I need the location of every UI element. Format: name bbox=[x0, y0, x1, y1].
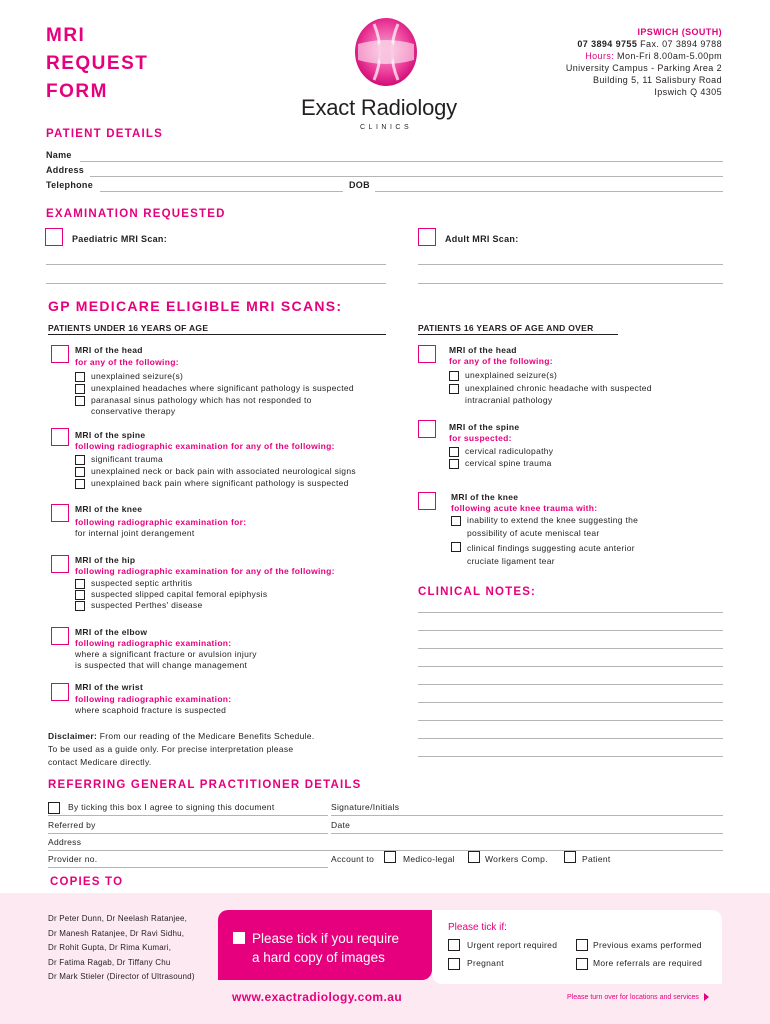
clinic-address-2: Building 5, 11 Salisbury Road bbox=[592, 75, 722, 85]
turn-over-note bbox=[567, 993, 709, 1001]
left-spine-item-2[interactable] bbox=[75, 466, 356, 477]
clinic-hours-label: Hours: bbox=[585, 51, 615, 61]
over16-rule bbox=[418, 334, 618, 335]
right-knee-item-1[interactable] bbox=[451, 515, 638, 526]
item-label: unexplained chronic headache with suspected bbox=[465, 383, 652, 393]
left-wrist-sub: following radiographic examination: bbox=[75, 694, 232, 704]
more-referrals-checkbox[interactable] bbox=[576, 958, 588, 970]
left-wrist-text: where scaphoid fracture is suspected bbox=[75, 705, 227, 715]
clinic-phone-line bbox=[566, 38, 722, 50]
checkbox[interactable] bbox=[75, 579, 85, 589]
checkbox[interactable] bbox=[75, 372, 85, 382]
pregnant-label: Pregnant bbox=[467, 958, 504, 968]
item-label: cervical radiculopathy bbox=[465, 446, 554, 456]
medico-legal-label: Medico-legal bbox=[403, 854, 455, 864]
left-hip-sub: following radiographic examination for any of the following: bbox=[75, 566, 335, 576]
right-head-item-1[interactable] bbox=[449, 370, 557, 381]
left-head-item-3[interactable] bbox=[75, 395, 312, 406]
right-head-sub: for any of the following: bbox=[449, 356, 553, 366]
arrow-right-icon bbox=[704, 993, 709, 1001]
gp-medicare-heading: GP MEDICARE ELIGIBLE MRI SCANS: bbox=[48, 298, 343, 314]
over16-heading: PATIENTS 16 YEARS OF AGE AND OVER bbox=[418, 323, 594, 333]
right-head-title: MRI of the head bbox=[449, 345, 517, 355]
doctor-line-2: Dr Manesh Ratanjee, Dr Ravi Sidhu, bbox=[48, 928, 185, 938]
more-referrals-label: More referrals are required bbox=[593, 958, 703, 968]
left-head-item-3-cont: conservative therapy bbox=[91, 406, 176, 416]
agree-checkbox[interactable] bbox=[48, 802, 60, 814]
agree-rule bbox=[48, 815, 328, 816]
left-elbow-text-2: is suspected that will change management bbox=[75, 660, 248, 670]
right-head-item-2-cont: intracranial pathology bbox=[465, 395, 553, 405]
provider-field[interactable] bbox=[48, 867, 328, 868]
paediatric-checkbox[interactable] bbox=[45, 228, 63, 246]
clinical-notes-line-2[interactable] bbox=[418, 630, 723, 631]
left-hip-checkbox[interactable] bbox=[51, 555, 69, 573]
item-label: unexplained headaches where significant pathology is suspected bbox=[91, 383, 354, 393]
right-knee-title: MRI of the knee bbox=[451, 492, 519, 502]
form-title bbox=[46, 22, 148, 106]
clinical-notes-line-1[interactable] bbox=[418, 612, 723, 613]
clinic-fax: 07 3894 9788 bbox=[662, 39, 722, 49]
left-wrist-title: MRI of the wrist bbox=[75, 682, 144, 692]
left-knee-sub: following radiographic examination for: bbox=[75, 517, 247, 527]
adult-label: Adult MRI Scan: bbox=[445, 234, 519, 244]
left-head-sub: for any of the following: bbox=[75, 357, 179, 367]
medico-legal-checkbox[interactable] bbox=[384, 851, 396, 863]
referred-by-label: Referred by bbox=[48, 820, 96, 830]
date-field[interactable] bbox=[331, 833, 723, 834]
signature-field[interactable] bbox=[331, 815, 723, 816]
under16-rule bbox=[48, 334, 386, 335]
clinical-notes-line-5[interactable] bbox=[418, 684, 723, 685]
form-title-line-2: REQUEST bbox=[46, 53, 149, 74]
copies-heading: COPIES TO bbox=[50, 876, 124, 888]
disclaimer bbox=[48, 730, 315, 769]
checkbox[interactable] bbox=[75, 601, 85, 611]
adult-field-2[interactable] bbox=[418, 283, 723, 284]
right-spine-title: MRI of the spine bbox=[449, 422, 520, 432]
disclaimer-line-2: To be used as a guide only. For precise interpretation please bbox=[48, 744, 294, 754]
left-head-item-2[interactable] bbox=[75, 383, 354, 394]
pregnant-checkbox[interactable] bbox=[448, 958, 460, 970]
adult-checkbox[interactable] bbox=[418, 228, 436, 246]
disclaimer-text-1: From our reading of the Medicare Benefits Schedule. bbox=[97, 731, 315, 741]
signature-label: Signature/Initials bbox=[331, 802, 400, 812]
item-label: suspected septic arthritis bbox=[91, 578, 193, 588]
clinic-address-1: University Campus - Parking Area 2 bbox=[565, 63, 722, 73]
checkbox[interactable] bbox=[451, 516, 461, 526]
clinical-notes-line-9[interactable] bbox=[418, 756, 723, 757]
adult-field-1[interactable] bbox=[418, 264, 723, 265]
workers-comp-label: Workers Comp. bbox=[485, 854, 548, 864]
clinical-notes-line-4[interactable] bbox=[418, 666, 723, 667]
checkbox[interactable] bbox=[75, 396, 85, 406]
disclaimer-label: Disclaimer: bbox=[48, 731, 98, 741]
left-elbow-title: MRI of the elbow bbox=[75, 627, 148, 637]
right-knee-item-2[interactable] bbox=[451, 541, 635, 554]
urgent-checkbox[interactable] bbox=[448, 939, 460, 951]
checkbox[interactable] bbox=[449, 371, 459, 381]
patient-address-field[interactable] bbox=[90, 176, 723, 177]
patient-account-label: Patient bbox=[582, 854, 611, 864]
agree-label: By ticking this box I agree to signing this document bbox=[68, 802, 275, 812]
left-hip-item-3[interactable] bbox=[75, 600, 203, 611]
clinical-notes-line-6[interactable] bbox=[418, 702, 723, 703]
checkbox[interactable] bbox=[75, 384, 85, 394]
website-link[interactable]: www.exactradiology.com.au bbox=[232, 990, 403, 1004]
left-spine-item-1[interactable] bbox=[75, 454, 163, 465]
clinic-fax-label: Fax. bbox=[637, 39, 663, 49]
previous-exams-label: Previous exams performed bbox=[593, 940, 702, 950]
left-elbow-sub: following radiographic examination: bbox=[75, 638, 232, 648]
patient-name-label: Name bbox=[46, 150, 72, 160]
clinic-hours: Mon-Fri 8.00am-5.00pm bbox=[614, 51, 722, 61]
paediatric-label: Paediatric MRI Scan: bbox=[72, 234, 168, 244]
brand-sub: CLINICS bbox=[360, 124, 413, 131]
item-label: suspected Perthes' disease bbox=[91, 600, 203, 610]
left-hip-title: MRI of the hip bbox=[75, 555, 136, 565]
clinic-address-3: Ipswich Q 4305 bbox=[654, 87, 722, 97]
item-label: clinical findings suggesting acute anterior bbox=[467, 543, 635, 553]
left-spine-title: MRI of the spine bbox=[75, 430, 146, 440]
item-label: unexplained neck or back pain with associated neurological signs bbox=[91, 466, 356, 476]
paediatric-field-2[interactable] bbox=[46, 283, 386, 284]
doctor-line-4: Dr Fatima Ragab, Dr Tiffany Chu bbox=[48, 957, 171, 967]
left-knee-text: for internal joint derangement bbox=[75, 528, 195, 538]
checkbox[interactable] bbox=[451, 542, 461, 552]
provider-label: Provider no. bbox=[48, 854, 98, 864]
item-label: cervical spine trauma bbox=[465, 458, 552, 468]
hardcopy-checkbox[interactable] bbox=[233, 932, 245, 944]
checkbox[interactable] bbox=[75, 455, 85, 465]
checkbox[interactable] bbox=[449, 447, 459, 457]
tick-heading: Please tick if: bbox=[448, 922, 507, 933]
hardcopy-text bbox=[252, 929, 399, 967]
right-head-checkbox[interactable] bbox=[418, 345, 436, 363]
left-spine-checkbox[interactable] bbox=[51, 428, 69, 446]
left-elbow-text-1: where a significant fracture or avulsion injury bbox=[75, 649, 257, 659]
right-knee-checkbox[interactable] bbox=[418, 492, 436, 510]
left-knee-title: MRI of the knee bbox=[75, 504, 143, 514]
checkbox[interactable] bbox=[75, 479, 85, 489]
hardcopy-line-1: Please tick if you require bbox=[252, 931, 400, 946]
left-wrist-checkbox[interactable] bbox=[51, 683, 69, 701]
right-knee-item-2-cont: cruciate ligament tear bbox=[467, 556, 555, 566]
urgent-label: Urgent report required bbox=[467, 940, 558, 950]
left-hip-item-2[interactable] bbox=[75, 589, 267, 600]
examination-heading: EXAMINATION REQUESTED bbox=[46, 208, 226, 220]
gp-address-label: Address bbox=[48, 837, 82, 847]
checkbox[interactable] bbox=[449, 384, 459, 394]
clinical-notes-line-3[interactable] bbox=[418, 648, 723, 649]
right-spine-item-2[interactable] bbox=[449, 458, 552, 469]
under16-heading: PATIENTS UNDER 16 YEARS OF AGE bbox=[48, 323, 209, 333]
clinic-hours-line bbox=[566, 50, 722, 62]
brand-name: Exact Radiology bbox=[301, 95, 457, 120]
workers-comp-checkbox[interactable] bbox=[468, 851, 480, 863]
patient-dob-field[interactable] bbox=[375, 191, 723, 192]
left-head-item-1[interactable] bbox=[75, 371, 183, 382]
account-to-label: Account to bbox=[331, 854, 375, 864]
checkbox[interactable] bbox=[75, 590, 85, 600]
clinical-notes-line-7[interactable] bbox=[418, 720, 723, 721]
checkbox[interactable] bbox=[449, 459, 459, 469]
hardcopy-line-2: a hard copy of images bbox=[252, 950, 385, 965]
form-title-line-3: FORM bbox=[46, 81, 108, 102]
left-hip-item-1[interactable] bbox=[75, 578, 192, 589]
item-label: paranasal sinus pathology which has not responded to bbox=[91, 395, 312, 405]
clinical-notes-line-8[interactable] bbox=[418, 738, 723, 739]
referring-heading: REFERRING GENERAL PRACTITIONER DETAILS bbox=[48, 779, 362, 791]
item-label: inability to extend the knee suggesting the bbox=[467, 515, 639, 525]
disclaimer-line-1 bbox=[48, 730, 315, 743]
item-label: unexplained seizure(s) bbox=[465, 370, 558, 380]
referred-by-field[interactable] bbox=[48, 833, 328, 834]
date-label: Date bbox=[331, 820, 351, 830]
turn-over-text: Please turn over for locations and services bbox=[567, 993, 699, 1001]
left-head-title: MRI of the head bbox=[75, 345, 143, 355]
item-label: suspected slipped capital femoral epiphysis bbox=[91, 589, 268, 599]
doctor-line-3: Dr Rohit Gupta, Dr Rima Kumari, bbox=[48, 943, 172, 952]
patient-dob-label: DOB bbox=[349, 180, 370, 190]
clinical-notes-heading: CLINICAL NOTES: bbox=[418, 586, 537, 598]
patient-details-heading: PATIENT DETAILS bbox=[46, 128, 164, 140]
patient-account-checkbox[interactable] bbox=[564, 851, 576, 863]
clinic-location: IPSWICH (SOUTH) bbox=[637, 27, 722, 37]
patient-name-field[interactable] bbox=[80, 161, 723, 162]
right-spine-sub: for suspected: bbox=[449, 433, 512, 443]
right-knee-sub: following acute knee trauma with: bbox=[451, 503, 598, 513]
form-title-line-1: MRI bbox=[46, 25, 86, 46]
left-spine-sub: following radiographic examination for any of the following: bbox=[75, 441, 335, 451]
previous-exams-checkbox[interactable] bbox=[576, 939, 588, 951]
doctor-list bbox=[48, 912, 195, 985]
right-spine-item-1[interactable] bbox=[449, 446, 553, 457]
doctor-line-1: Dr Peter Dunn, Dr Neelash Ratanjee, bbox=[48, 914, 188, 923]
paediatric-field-1[interactable] bbox=[46, 264, 386, 265]
patient-address-label: Address bbox=[46, 165, 85, 175]
patient-telephone-field[interactable] bbox=[100, 191, 343, 192]
left-knee-checkbox[interactable] bbox=[51, 504, 69, 522]
left-head-checkbox[interactable] bbox=[51, 345, 69, 363]
patient-telephone-label: Telephone bbox=[46, 180, 94, 190]
clinic-phone: 07 3894 9755 bbox=[577, 39, 638, 49]
checkbox[interactable] bbox=[75, 467, 85, 477]
right-head-item-2[interactable] bbox=[449, 383, 652, 394]
clinic-details bbox=[566, 26, 722, 98]
left-spine-item-3[interactable] bbox=[75, 478, 349, 489]
left-elbow-checkbox[interactable] bbox=[51, 627, 69, 645]
doctor-line-5: Dr Mark Stieler (Director of Ultrasound) bbox=[48, 972, 195, 981]
item-label: unexplained seizure(s) bbox=[91, 371, 184, 381]
right-knee-item-1-cont: possibility of acute meniscal tear bbox=[467, 528, 600, 538]
item-label: significant trauma bbox=[91, 454, 164, 464]
right-spine-checkbox[interactable] bbox=[418, 420, 436, 438]
disclaimer-line-3: contact Medicare directly. bbox=[48, 757, 152, 767]
exact-radiology-logo-icon bbox=[352, 16, 420, 88]
item-label: unexplained back pain where significant pathology is suspected bbox=[91, 478, 349, 488]
